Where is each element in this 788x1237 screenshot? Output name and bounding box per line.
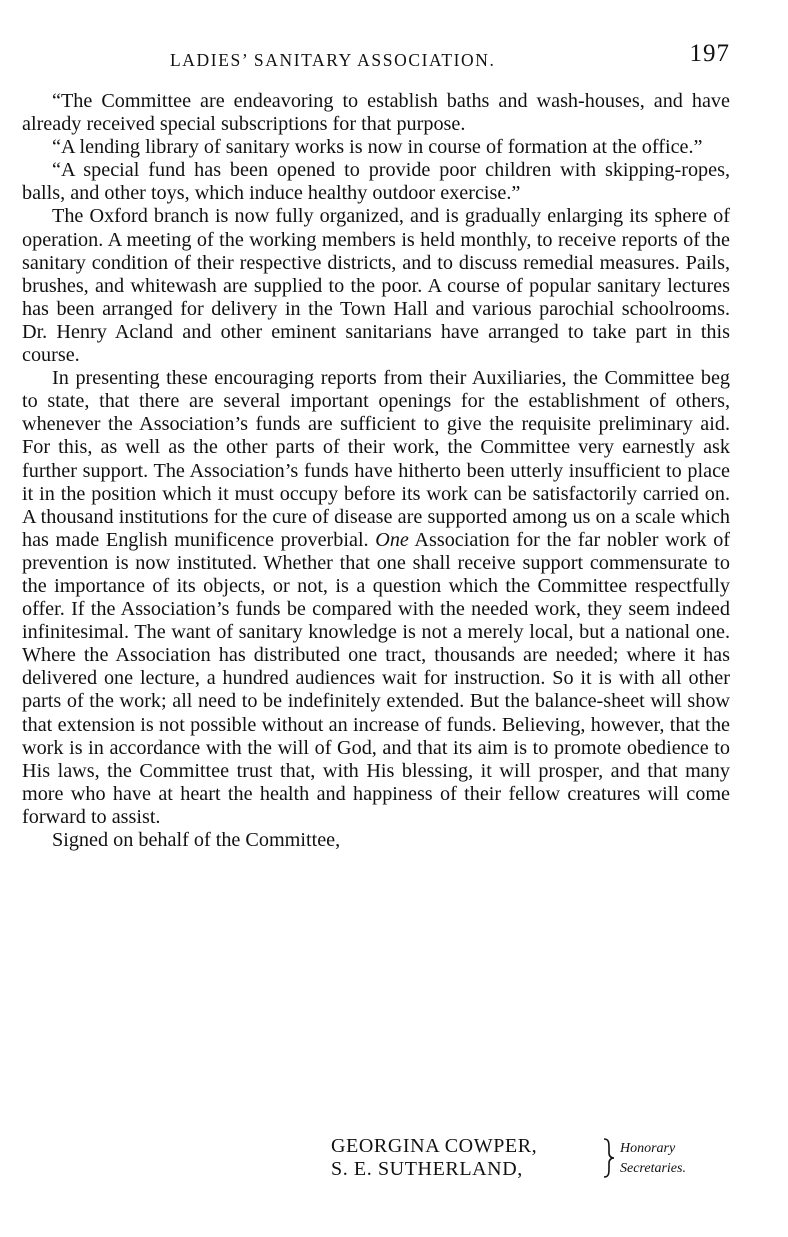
paragraph-library: “A lending library of sanitary works is now in course of formation at the office.”	[52, 136, 703, 159]
role-honorary: Honorary	[620, 1141, 676, 1156]
appeal-text-part-1: In presenting these encouraging reports from their Auxiliaries, the Committee beg to state, that there are several important openings for the establishment of others, whenever the Association’s funds are sufficient to give the requisite preliminary aid. For this, as well as the other parts of their work, the Committee very earnestly ask further support. The Association’s funds have hitherto been utterly insufficient to place it in the position which it must occupy before its work can be satisfactorily carried on. A thousand institutions for the cure of disease are supported among us on a scale which has made English munificence proverbial.	[22, 367, 730, 551]
signatory-names	[331, 1135, 537, 1181]
paragraph-baths: “The Committee are endeavoring to establish baths and wash-houses, and have already received special subscriptions for that purpose.	[22, 90, 730, 136]
curly-brace-icon	[601, 1137, 615, 1179]
signed-line: Signed on behalf of the Committee,	[52, 829, 341, 851]
running-title: LADIES’ SANITARY ASSOCIATION.	[170, 50, 496, 70]
paragraph-oxford-branch: The Oxford branch is now fully organized, and is gradually enlarging its sphere of operation. A meeting of the working members is held monthly, to receive reports of the sanitary condition of their respective districts, and to discuss remedial measures. Pails, brushes, and whitewash are supplied to the poor. A course of popular sanitary lectures has been arranged for delivery in the Town Hall and various parochial schoolrooms. Dr. Henry Acland and other eminent sanitarians have arranged to take part in this course.	[22, 205, 730, 367]
running-head	[22, 40, 730, 72]
role-secretaries: Secretaries.	[620, 1161, 686, 1176]
signatory-name: S. E. SUTHERLAND,	[331, 1158, 523, 1180]
paragraph-main-appeal	[22, 367, 730, 829]
appeal-text-part-2: Association for the far nobler work of prevention is now instituted. Whether that one shall receive support commensurate to the importance of its objects, or not, is a question which the Committee respectfully offer. If the Association’s funds be compared with the needed work, they seem indeed infinitesimal. The want of sanitary knowledge is not a merely local, but a national one. Where the Association has distributed one tract, thousands are needed; where it has delivered one lecture, a hundred audiences wait for instruction. So it is with all other parts of the work; all need to be indefinitely extended. But the balance-sheet will show that extension is not possible without an increase of funds. Believing, however, that the work is in accordance with the will of God, and that its aim is to promote obedience to His laws, the Committee trust that, with His blessing, it will prosper, and that many more who have at heart the health and happiness of their fellow creatures will come forward to assist.	[22, 528, 731, 828]
signature-block	[331, 1135, 751, 1185]
signatory-name: GEORGINA COWPER,	[331, 1135, 538, 1157]
body-text	[22, 90, 730, 852]
signatory-role	[620, 1139, 686, 1179]
emphasis-one: One	[375, 528, 409, 551]
paragraph-special-fund: “A special fund has been opened to provide poor children with skipping-ropes, balls, and other toys, which induce healthy outdoor exercise.”	[22, 159, 730, 205]
page-number: 197	[689, 40, 730, 67]
